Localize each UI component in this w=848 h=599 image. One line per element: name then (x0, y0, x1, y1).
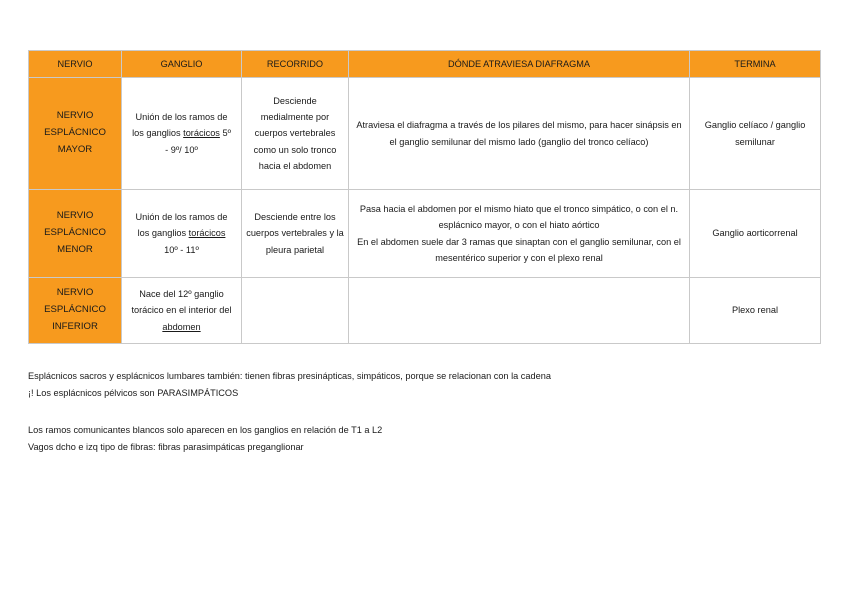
note-line: ¡! Los esplácnicos pélvicos son PARASIMPÁTICOS (28, 388, 239, 398)
nervio-cell: NERVIO ESPLÁCNICO MENOR (29, 190, 122, 278)
termina-cell: Ganglio aorticorrenal (690, 190, 821, 278)
termina-cell: Ganglio celíaco / ganglio semilunar (690, 78, 821, 190)
diafragma-cell: Atraviesa el diafragma a través de los pilares del mismo, para hacer sinápsis en el ganglio semilunar del mismo lado (ganglio del tronco celíaco) (349, 78, 690, 190)
recorrido-cell: Desciende medialmente por cuerpos vertebrales como un solo tronco hacia el abdomen (242, 78, 349, 190)
diafragma-cell (349, 278, 690, 344)
table-row (29, 190, 821, 278)
table-row (29, 78, 821, 190)
header-recorrido: RECORRIDO (242, 51, 349, 78)
nervio-cell: NERVIO ESPLÁCNICO INFERIOR (29, 278, 122, 344)
notes-block-2 (28, 422, 382, 456)
ganglio-link[interactable]: torácicos (183, 128, 220, 139)
diafragma-cell: Pasa hacia el abdomen por el mismo hiato que el tronco simpático, o con el n. esplácnico mayor, o con el hiato aórtico En el abdomen suele dar 3 ramas que sinaptan con el ganglio semilunar, con el mesentérico superior y con el plexo renal (349, 190, 690, 278)
ganglio-cell: Unión de los ramos de los ganglios torácicos 5º - 9º/ 10º (122, 78, 242, 190)
note-line: Vagos dcho e izq tipo de fibras: fibras parasimpáticas preganglionar (28, 442, 304, 452)
ganglio-cell: Nace del 12º ganglio torácico en el interior del abdomen (122, 278, 242, 344)
ganglio-link[interactable]: torácicos (188, 228, 226, 239)
header-termina: TERMINA (690, 51, 821, 78)
note-line: Los ramos comunicantes blancos solo aparecen en los ganglios en relación de T1 a L2 (28, 425, 383, 435)
ganglio-link[interactable]: abdomen (162, 321, 201, 332)
header-nervio: NERVIO (29, 51, 122, 78)
header-ganglio: GANGLIO (122, 51, 242, 78)
recorrido-cell (242, 278, 349, 344)
ganglio-cell: Unión de los ramos de los ganglios torácicos 10º - 11º (122, 190, 242, 278)
note-emphasis: PARASIMPÁTICOS (157, 388, 239, 398)
nerve-table (28, 50, 821, 344)
notes-block-1 (28, 368, 551, 402)
termina-cell: Plexo renal (690, 278, 821, 344)
table-row (29, 278, 821, 344)
nervio-cell: NERVIO ESPLÁCNICO MAYOR (29, 78, 122, 190)
recorrido-cell: Desciende entre los cuerpos vertebrales y la pleura parietal (242, 190, 349, 278)
header-diafragma: DÓNDE ATRAVIESA DIAFRAGMA (349, 51, 690, 78)
note-line: Esplácnicos sacros y esplácnicos lumbares también: tienen fibras presinápticas, simpáticos, porque se relacionan con la cadena (28, 371, 551, 381)
table-header-row (29, 51, 821, 78)
